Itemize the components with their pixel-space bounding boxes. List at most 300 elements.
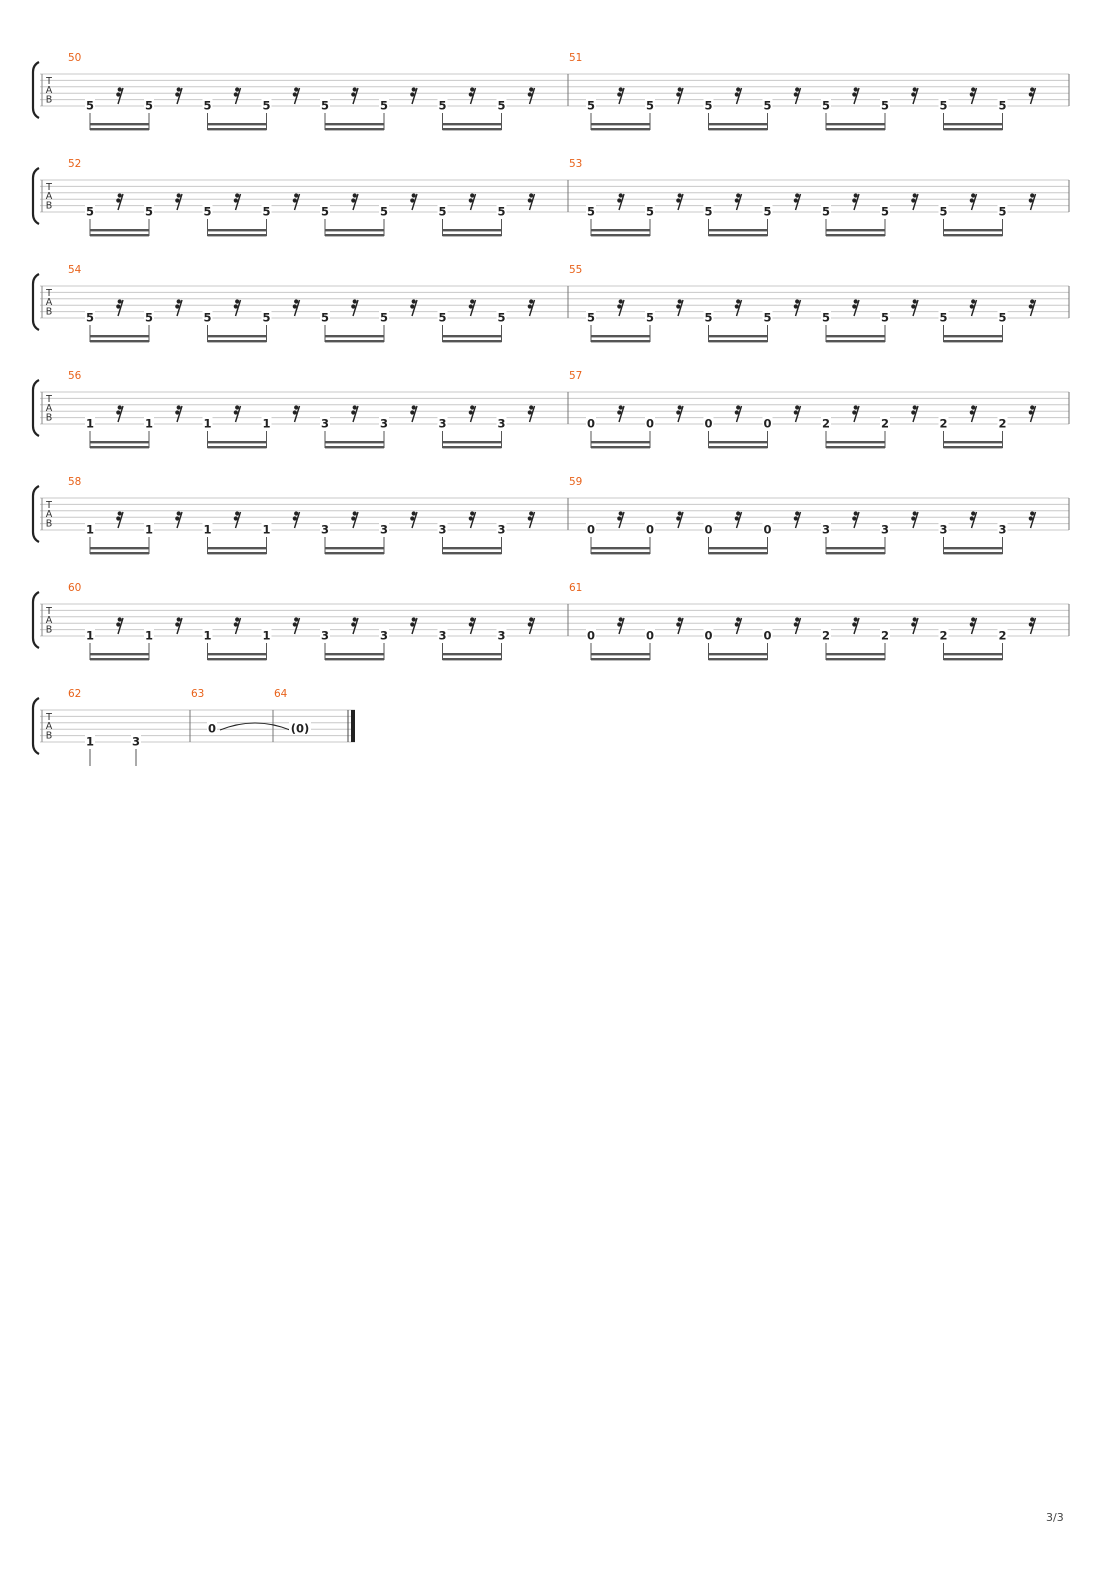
beam: [90, 653, 149, 655]
sixteenth-rest-flag: [852, 410, 856, 414]
fret-number: 3: [497, 416, 506, 431]
sixteenth-rest-flag: [735, 304, 739, 308]
sixteenth-rest-flag: [116, 410, 120, 414]
sixteenth-rest-flag: [234, 516, 238, 520]
tab-system: [33, 582, 1069, 660]
beam: [443, 547, 502, 549]
sixteenth-rest-flag: [678, 511, 682, 515]
sixteenth-rest-flag: [175, 410, 179, 414]
beam: [90, 128, 149, 130]
fret-number: 5: [645, 98, 655, 113]
sixteenth-rest-flag: [617, 198, 621, 202]
sixteenth-rest-flag: [412, 405, 416, 409]
fret-number: 0: [645, 522, 655, 537]
beam: [443, 552, 502, 554]
beam: [591, 234, 650, 236]
sixteenth-rest-flag: [351, 410, 355, 414]
fret-number: 0: [763, 628, 772, 643]
sixteenth-rest-flag: [118, 193, 122, 197]
sixteenth-rest-flag: [619, 299, 623, 303]
sixteenth-rest-flag: [470, 193, 474, 197]
sixteenth-rest-flag: [735, 198, 739, 202]
sixteenth-rest-flag: [736, 193, 740, 197]
tab-clef-letter: B: [45, 730, 53, 742]
sixteenth-rest-flag: [177, 617, 181, 621]
sixteenth-rest-flag: [293, 622, 297, 626]
beam: [709, 128, 768, 130]
sixteenth-rest-flag: [794, 198, 798, 202]
tab-clef-letter: T: [46, 182, 52, 193]
beam: [826, 446, 885, 448]
beam: [443, 229, 502, 231]
sixteenth-rest-flag: [528, 516, 532, 520]
sixteenth-rest-flag: [795, 405, 799, 409]
measure-number: 63: [191, 688, 205, 700]
sixteenth-rest-flag: [351, 198, 355, 202]
fret-number: 5: [320, 98, 330, 113]
sixteenth-rest-flag: [913, 617, 917, 621]
tab-system-final: [33, 688, 355, 766]
sixteenth-rest-flag: [470, 617, 474, 621]
beam: [90, 658, 149, 660]
system-bracket: [33, 486, 39, 542]
beam: [325, 123, 384, 125]
fret-number: 0: [586, 416, 596, 431]
tab-clef-letter: B: [45, 200, 53, 212]
fret-number: 5: [438, 204, 447, 219]
sixteenth-rest-flag: [410, 198, 414, 202]
beam: [944, 547, 1003, 549]
sixteenth-rest-flag: [118, 617, 122, 621]
fret-number: 3: [998, 522, 1007, 537]
beam: [591, 123, 650, 125]
sixteenth-rest-flag: [177, 193, 181, 197]
fret-number: 5: [144, 98, 154, 113]
fret-number: 1: [144, 416, 154, 431]
beam: [709, 229, 768, 231]
sixteenth-rest-flag: [118, 511, 122, 515]
sixteenth-rest-flag: [175, 198, 179, 202]
sixteenth-rest-flag: [735, 622, 739, 626]
sixteenth-rest-flag: [971, 87, 975, 91]
measure-number: 53: [569, 158, 583, 170]
fret-number: 5: [203, 204, 212, 219]
beam: [208, 340, 267, 342]
fret-number: 3: [821, 522, 831, 537]
fret-number: 1: [262, 522, 271, 537]
sixteenth-rest-flag: [971, 617, 975, 621]
beam: [709, 547, 768, 549]
beam: [826, 552, 885, 554]
beam: [709, 658, 768, 660]
sixteenth-rest-flag: [351, 516, 355, 520]
sixteenth-rest-flag: [412, 511, 416, 515]
sixteenth-rest-flag: [235, 511, 239, 515]
system-bracket: [33, 592, 39, 648]
beam: [591, 335, 650, 337]
sixteenth-rest-flag: [294, 193, 298, 197]
tab-system: [33, 158, 1069, 236]
fret-number: 5: [939, 204, 948, 219]
beam: [443, 658, 502, 660]
tab-clef-letter: T: [46, 712, 52, 723]
beam: [90, 335, 149, 337]
sixteenth-rest-flag: [911, 304, 915, 308]
fret-number: 5: [998, 310, 1007, 325]
beam: [325, 552, 384, 554]
fret-number: 5: [939, 310, 948, 325]
beam: [826, 340, 885, 342]
fret-number: 5: [821, 204, 831, 219]
fret-number: 5: [763, 310, 772, 325]
sixteenth-rest-flag: [795, 511, 799, 515]
sixteenth-rest-flag: [294, 511, 298, 515]
tab-system: [33, 264, 1069, 342]
sixteenth-rest-flag: [795, 617, 799, 621]
beam: [709, 234, 768, 236]
beam: [208, 653, 267, 655]
beam: [208, 128, 267, 130]
beam: [208, 658, 267, 660]
tab-system: [33, 52, 1069, 130]
sixteenth-rest-flag: [970, 516, 974, 520]
sixteenth-rest-flag: [293, 304, 297, 308]
sixteenth-rest-flag: [118, 87, 122, 91]
sixteenth-rest-flag: [293, 410, 297, 414]
fret-number: 3: [320, 522, 330, 537]
fret-number: 5: [880, 310, 890, 325]
fret-number: 5: [939, 98, 948, 113]
sixteenth-rest-flag: [177, 87, 181, 91]
sixteenth-rest-flag: [235, 405, 239, 409]
sixteenth-rest-flag: [351, 304, 355, 308]
beam: [325, 547, 384, 549]
sixteenth-rest-flag: [911, 622, 915, 626]
sixteenth-rest-flag: [116, 304, 120, 308]
beam: [90, 446, 149, 448]
sixteenth-rest-flag: [469, 622, 473, 626]
sixteenth-rest-flag: [1029, 410, 1033, 414]
sixteenth-rest-flag: [469, 304, 473, 308]
fret-number: 5: [262, 310, 271, 325]
tab-system: [33, 370, 1069, 448]
fret-number: 5: [144, 310, 154, 325]
fret-number: 3: [939, 522, 948, 537]
page-number: 3/3: [1046, 1511, 1064, 1524]
sixteenth-rest-flag: [735, 410, 739, 414]
sixteenth-rest-flag: [293, 92, 297, 96]
sixteenth-rest-flag: [678, 87, 682, 91]
tab-clef-letter: T: [46, 606, 52, 617]
fret-number: 0: [704, 628, 713, 643]
sixteenth-rest-flag: [852, 304, 856, 308]
sixteenth-rest-flag: [913, 299, 917, 303]
beam: [208, 547, 267, 549]
sixteenth-rest-flag: [736, 511, 740, 515]
fret-number: 5: [320, 310, 330, 325]
fret-number: 1: [262, 416, 271, 431]
measure-number: 57: [569, 370, 583, 382]
beam: [591, 552, 650, 554]
sixteenth-rest-flag: [970, 92, 974, 96]
beam: [90, 552, 149, 554]
sixteenth-rest-flag: [410, 92, 414, 96]
measure-number: 51: [569, 52, 583, 64]
beam: [944, 441, 1003, 443]
fret-number: 3: [438, 416, 447, 431]
sixteenth-rest-flag: [529, 405, 533, 409]
sixteenth-rest-flag: [234, 198, 238, 202]
fret-number: 0: [763, 522, 772, 537]
sixteenth-rest-flag: [619, 405, 623, 409]
sixteenth-rest-flag: [913, 511, 917, 515]
fret-number: 5: [763, 98, 772, 113]
sixteenth-rest-flag: [351, 92, 355, 96]
sixteenth-rest-flag: [617, 410, 621, 414]
beam: [944, 123, 1003, 125]
fret-number: 5: [586, 204, 596, 219]
measure-number: 58: [68, 476, 82, 488]
tab-clef-letter: A: [45, 403, 53, 415]
fret-number: 1: [85, 416, 95, 431]
sixteenth-rest-flag: [469, 198, 473, 202]
sixteenth-rest-flag: [911, 516, 915, 520]
beam: [709, 340, 768, 342]
sixteenth-rest-flag: [913, 405, 917, 409]
beam: [709, 123, 768, 125]
fret-number-tied: (0): [290, 721, 310, 736]
fret-number: 5: [85, 98, 95, 113]
sixteenth-rest-flag: [294, 617, 298, 621]
sixteenth-rest-flag: [970, 198, 974, 202]
beam: [591, 229, 650, 231]
tab-clef-letter: T: [46, 500, 52, 511]
tab-system: [33, 476, 1069, 554]
sixteenth-rest-flag: [294, 405, 298, 409]
beam: [325, 234, 384, 236]
fret-number: 5: [379, 204, 389, 219]
beam: [944, 128, 1003, 130]
sixteenth-rest-flag: [177, 511, 181, 515]
sixteenth-rest-flag: [1030, 87, 1034, 91]
beam: [208, 441, 267, 443]
sixteenth-rest-flag: [1029, 516, 1033, 520]
sixteenth-rest-flag: [911, 92, 915, 96]
measure-number: 55: [569, 264, 583, 276]
fret-number: 5: [880, 98, 890, 113]
system-bracket: [33, 380, 39, 436]
fret-number: 2: [821, 628, 831, 643]
sixteenth-rest-flag: [412, 87, 416, 91]
fret-number: 3: [880, 522, 890, 537]
fret-number: 0: [586, 628, 596, 643]
fret-number: 5: [144, 204, 154, 219]
sixteenth-rest-flag: [235, 299, 239, 303]
sixteenth-rest-flag: [676, 304, 680, 308]
sixteenth-rest-flag: [795, 299, 799, 303]
sixteenth-rest-flag: [854, 617, 858, 621]
sixteenth-rest-flag: [175, 304, 179, 308]
fret-number: 0: [704, 522, 713, 537]
fret-number: 0: [645, 628, 655, 643]
fret-number: 3: [320, 628, 330, 643]
sixteenth-rest-flag: [1030, 617, 1034, 621]
final-barline-thick: [351, 710, 355, 742]
beam: [591, 128, 650, 130]
fret-number: 5: [880, 204, 890, 219]
beam: [325, 446, 384, 448]
fret-number: 5: [379, 310, 389, 325]
beam: [709, 335, 768, 337]
fret-number: 2: [939, 416, 948, 431]
fret-number: 5: [998, 204, 1007, 219]
beam: [325, 128, 384, 130]
beam: [443, 340, 502, 342]
measure-number: 61: [569, 582, 583, 594]
measure-number: 54: [68, 264, 82, 276]
sixteenth-rest-flag: [235, 193, 239, 197]
beam: [591, 340, 650, 342]
beam: [944, 552, 1003, 554]
beam: [826, 658, 885, 660]
system-bracket: [33, 168, 39, 224]
sixteenth-rest-flag: [353, 405, 357, 409]
sixteenth-rest-flag: [353, 299, 357, 303]
beam: [826, 128, 885, 130]
measure-number: 52: [68, 158, 82, 170]
tab-clef-letter: A: [45, 615, 53, 627]
fret-number: 5: [998, 98, 1007, 113]
fret-number: 5: [379, 98, 389, 113]
sixteenth-rest-flag: [234, 304, 238, 308]
sixteenth-rest-flag: [469, 410, 473, 414]
beam: [709, 552, 768, 554]
fret-number: 1: [203, 522, 212, 537]
sixteenth-rest-flag: [1030, 511, 1034, 515]
fret-number: 5: [203, 98, 212, 113]
sixteenth-rest-flag: [736, 87, 740, 91]
beam: [90, 229, 149, 231]
sixteenth-rest-flag: [617, 92, 621, 96]
sixteenth-rest-flag: [676, 92, 680, 96]
sixteenth-rest-flag: [412, 299, 416, 303]
sixteenth-rest-flag: [1029, 622, 1033, 626]
beam: [826, 441, 885, 443]
beam: [591, 446, 650, 448]
sixteenth-rest-flag: [116, 622, 120, 626]
fret-number: 5: [497, 98, 506, 113]
sixteenth-rest-flag: [852, 516, 856, 520]
beam: [944, 340, 1003, 342]
sixteenth-rest-flag: [410, 304, 414, 308]
sixteenth-rest-flag: [1029, 304, 1033, 308]
measure-number: 56: [68, 370, 82, 382]
sixteenth-rest-flag: [529, 617, 533, 621]
sixteenth-rest-flag: [735, 516, 739, 520]
sixteenth-rest-flag: [913, 193, 917, 197]
sixteenth-rest-flag: [116, 92, 120, 96]
sixteenth-rest-flag: [795, 193, 799, 197]
sixteenth-rest-flag: [971, 511, 975, 515]
beam: [826, 547, 885, 549]
beam: [826, 229, 885, 231]
beam: [826, 234, 885, 236]
fret-number: 1: [262, 628, 271, 643]
sixteenth-rest-flag: [177, 299, 181, 303]
fret-number: 0: [645, 416, 655, 431]
sixteenth-rest-flag: [1029, 198, 1033, 202]
beam: [90, 340, 149, 342]
fret-number: 5: [262, 98, 271, 113]
fret-number: 5: [821, 98, 831, 113]
fret-number: 3: [497, 628, 506, 643]
tab-clef-letter: T: [46, 288, 52, 299]
fret-number: 0: [763, 416, 772, 431]
sixteenth-rest-flag: [529, 511, 533, 515]
sixteenth-rest-flag: [854, 299, 858, 303]
sixteenth-rest-flag: [795, 87, 799, 91]
tab-clef-letter: A: [45, 297, 53, 309]
beam: [208, 335, 267, 337]
fret-number: 5: [645, 204, 655, 219]
fret-number: 3: [497, 522, 506, 537]
fret-number: 1: [203, 628, 212, 643]
fret-number: 5: [320, 204, 330, 219]
beam: [325, 229, 384, 231]
fret-number: 2: [998, 416, 1007, 431]
sixteenth-rest-flag: [234, 622, 238, 626]
sixteenth-rest-flag: [911, 198, 915, 202]
beam: [443, 234, 502, 236]
sixteenth-rest-flag: [619, 87, 623, 91]
sixteenth-rest-flag: [353, 511, 357, 515]
sixteenth-rest-flag: [469, 92, 473, 96]
sixteenth-rest-flag: [528, 622, 532, 626]
beam: [709, 441, 768, 443]
sixteenth-rest-flag: [353, 617, 357, 621]
fret-number: 2: [821, 416, 831, 431]
sixteenth-rest-flag: [794, 92, 798, 96]
sixteenth-rest-flag: [794, 516, 798, 520]
fret-number: 1: [85, 522, 95, 537]
sixteenth-rest-flag: [1030, 299, 1034, 303]
sixteenth-rest-flag: [1030, 405, 1034, 409]
fret-number: 0: [586, 522, 596, 537]
sixteenth-rest-flag: [528, 92, 532, 96]
measure-number: 62: [68, 688, 82, 700]
sixteenth-rest-flag: [617, 622, 621, 626]
sixteenth-rest-flag: [971, 193, 975, 197]
sixteenth-rest-flag: [794, 304, 798, 308]
sixteenth-rest-flag: [294, 299, 298, 303]
measure-number: 50: [68, 52, 82, 64]
sixteenth-rest-flag: [676, 198, 680, 202]
sixteenth-rest-flag: [529, 87, 533, 91]
beam: [90, 234, 149, 236]
sixteenth-rest-flag: [234, 410, 238, 414]
fret-number: 3: [379, 416, 389, 431]
sixteenth-rest-flag: [529, 193, 533, 197]
sixteenth-rest-flag: [528, 304, 532, 308]
beam: [944, 653, 1003, 655]
sixteenth-rest-flag: [970, 622, 974, 626]
sixteenth-rest-flag: [913, 87, 917, 91]
beam: [90, 123, 149, 125]
sixteenth-rest-flag: [794, 410, 798, 414]
fret-number: 3: [379, 522, 389, 537]
sixteenth-rest-flag: [410, 622, 414, 626]
sixteenth-rest-flag: [735, 92, 739, 96]
